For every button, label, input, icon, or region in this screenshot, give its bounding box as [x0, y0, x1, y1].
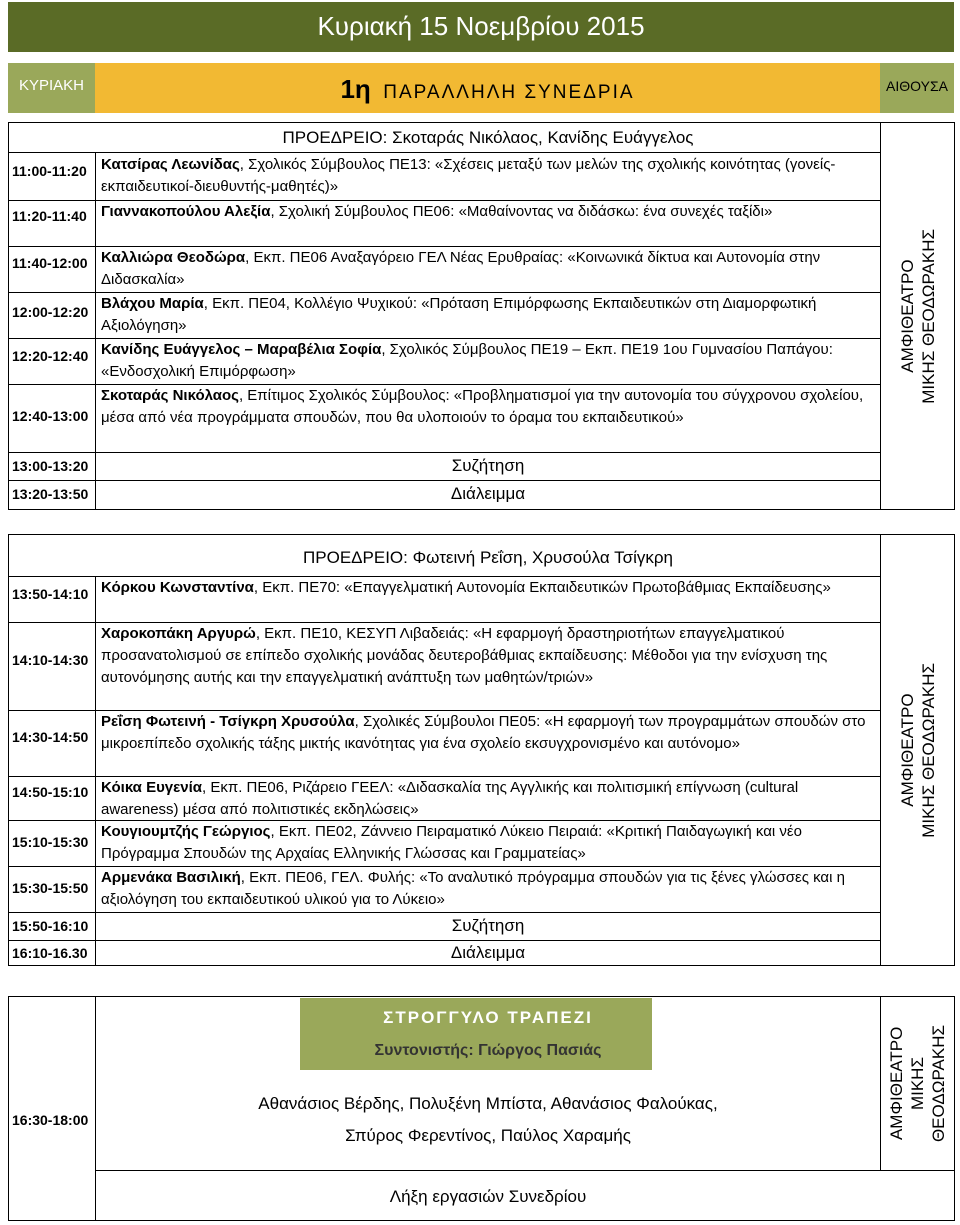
discussion-label: Συζήτηση	[451, 916, 525, 935]
break-label: Διάλειμμα	[450, 484, 526, 503]
speaker-name: Κόρκου Κωνσταντίνα	[101, 579, 254, 596]
time-slot: 13:00-13:20	[12, 458, 89, 474]
speaker-name: Κουγιουμτζής Γεώργιος	[101, 823, 271, 840]
closing-note: Λήξη εργασιών Συνεδρίου	[389, 1187, 587, 1206]
talk-details: , Εκπ. ΠΕ06 Αναξαγόρειο ΓΕΛ Νέας Ερυθραίας: «Κοινωνικά δίκτυα και Αυτονομία στην Διδασκαλία»	[101, 249, 821, 288]
talk-details: , Εκπ. ΠΕ10, ΚΕΣΥΠ Λιβαδειάς: «Η εφαρμογή δραστηριοτήτων επαγγελματικού προσανατολισμού σε επίπεδο σχολικής μονάδας δευτεροβάθμιας εκπαίδευσης: Μέθοδοι για την ενίσχυση της αυτονόμησης αυτής και την επαγγελματική ανάπτυξη των μαθητών/τριών»	[101, 625, 828, 686]
speaker-name: Αρμενάκα Βασιλική	[101, 869, 241, 886]
speaker-name: Γιαννακοπούλου Αλεξία	[101, 203, 271, 220]
talk-entry	[101, 247, 877, 291]
time-slot: 14:10-14:30	[12, 652, 89, 668]
page-title: Κυριακή 15 Νοεμβρίου 2015	[317, 11, 645, 41]
talk-entry	[101, 623, 877, 689]
talk-entry	[101, 293, 877, 337]
room-cell-2	[881, 535, 954, 965]
speaker-name: Βλάχου Μαρία	[101, 295, 204, 312]
speaker-name: Κανίδης Ευάγγελος – Μαραβέλια Σοφία	[101, 341, 382, 358]
room-cell-1	[881, 123, 954, 509]
time-slot: 12:00-12:20	[12, 304, 89, 320]
day-label: ΚΥΡΙΑΚΗ	[18, 77, 85, 94]
speaker-name: Χαροκοπάκη Αργυρώ	[101, 625, 256, 642]
talk-details: , Εκπ. ΠΕ06, Ριζάρειο ΓΕΕΛ: «Διδασκαλία της Αγγλικής και πολιτισμική επίγνωση (cultural awareness) μέσα από πολιτιστικές εκδηλώσεις»	[101, 779, 799, 818]
talk-details: , Εκπ. ΠΕ70: «Επαγγελματική Αυτονομία Εκπαιδευτικών Πρωτοβάθμιας Εκπαίδευσης»	[253, 579, 831, 596]
time-slot: 13:50-14:10	[12, 586, 89, 602]
talk-entry	[101, 777, 877, 821]
round-table-title: ΣΤΡΟΓΓΥΛΟ ΤΡΑΠΕΖΙ	[383, 1008, 593, 1027]
talk-entry	[101, 154, 877, 198]
coordinator: Συντονιστής: Γιώργος Πασιάς	[374, 1042, 602, 1059]
time-slot: 16:30-18:00	[12, 1112, 89, 1128]
time-slot: 12:40-13:00	[12, 408, 89, 424]
speaker-name: Καλλιώρα Θεοδώρα	[101, 249, 246, 266]
break-label: Διάλειμμα	[450, 943, 526, 962]
talk-details: , Σχολικός Σύμβουλος ΠΕ19 – Εκπ. ΠΕ19 1ου Γυμνασίου Παπάγου: «Ενδοσχολική Επιμόρφωση»	[101, 341, 833, 380]
speaker-name: Σκοταράς Νικόλαος	[101, 387, 239, 404]
participants-line-2: Σπύρος Φερεντίνος, Παύλος Χαραμής	[345, 1126, 631, 1145]
session-title-row	[95, 72, 880, 106]
room-name: ΑΜΦΙΘΕΑΤΡΟ ΜΙΚΗΣ ΘΕΟΔΩΡΑΚΗΣ	[897, 228, 938, 404]
talk-details: , Σχολική Σύμβουλος ΠΕ06: «Μαθαίνοντας να διδάσκω: ένα συνεχές ταξίδι»	[270, 203, 773, 220]
speaker-name: Ρεΐση Φωτεινή - Τσίγκρη Χρυσούλα	[101, 713, 355, 730]
speaker-name: Κατσίρας Λεωνίδας	[101, 156, 240, 173]
presidium-1: ΠΡΟΕΔΡΕΙΟ: Σκοταράς Νικόλαος, Κανίδης Ευάγγελος	[282, 128, 694, 147]
session-number: 1η	[340, 74, 371, 104]
time-slot: 11:00-11:20	[12, 163, 87, 179]
talk-entry	[101, 867, 877, 911]
talk-details: , Εκπ. ΠΕ02, Ζάννειο Πειραματικό Λύκειο Πειραιά: «Κριτική Παιδαγωγική και νέο Πρόγραμμα Σπουδών της Αρχαίας Ελληνικής Γλώσσας και Γραμματείας»	[101, 823, 802, 862]
time-slot: 14:30-14:50	[12, 729, 89, 745]
talk-details: , Εκπ. ΠΕ04, Κολλέγιο Ψυχικού: «Πρόταση Επιμόρφωσης Εκπαιδευτικών στη Διαμορφωτική Αξιολόγηση»	[101, 295, 817, 334]
participants-line-1: Αθανάσιος Βέρδης, Πολυξένη Μπίστα, Αθανάσιος Φαλούκας,	[258, 1094, 718, 1113]
talk-details: , Επίτιμος Σχολικός Σύμβουλος: «Προβληματισμοί για την αυτονομία του σύγχρονου σχολείου, μέσα από νέα προγράμματα σπουδών, που θα υλοποιούν το όραμα του εκπαιδευτικού»	[101, 387, 864, 426]
room-name: ΑΜΦΙΘΕΑΤΡΟ ΜΙΚΗΣ ΘΕΟΔΩΡΑΚΗΣ	[887, 1024, 948, 1143]
talk-entry	[101, 201, 877, 223]
time-slot: 15:10-15:30	[12, 834, 89, 850]
talk-entry	[101, 339, 877, 383]
talk-entry	[101, 577, 877, 599]
time-slot: 15:50-16:10	[12, 918, 89, 934]
time-slot: 16:10-16.30	[12, 945, 88, 961]
talk-details: , Σχολικός Σύμβουλος ΠΕ13: «Σχέσεις μεταξύ των μελών της σχολικής κοινότητας (γονείς-εκπαιδευτικοί-διευθυντής-μαθητές)»	[101, 156, 836, 195]
talk-details: , Σχολικές Σύμβουλοι ΠΕ05: «Η εφαρμογή των προγραμμάτων σπουδών στο μικροεπίπεδο σχολικής τάξης μικτής ικανότητας για ένα σχολείο εκσυγχρονισμένο και αυτόνομο»	[101, 713, 866, 752]
room-label: ΑΙΘΟΥΣΑ	[886, 78, 948, 94]
talk-entry	[101, 385, 877, 429]
speaker-name: Κόικα Ευγενία	[101, 779, 203, 796]
talk-entry	[101, 711, 877, 755]
talk-entry	[101, 821, 877, 865]
discussion-label: Συζήτηση	[451, 456, 525, 475]
time-slot: 13:20-13:50	[12, 486, 89, 502]
time-slot: 11:20-11:40	[12, 208, 87, 224]
room-name: ΑΜΦΙΘΕΑΤΡΟ ΜΙΚΗΣ ΘΕΟΔΩΡΑΚΗΣ	[897, 662, 938, 838]
time-slot: 14:50-15:10	[12, 784, 89, 800]
time-slot: 11:40-12:00	[12, 255, 88, 271]
time-slot: 12:20-12:40	[12, 348, 89, 364]
session-title: ΠΑΡΑΛΛΗΛΗ ΣΥΝΕΔΡΙΑ	[383, 82, 635, 103]
room-cell-3	[881, 997, 954, 1170]
talk-details: , Εκπ. ΠΕ06, ΓΕΛ. Φυλής: «Το αναλυτικό πρόγραμμα σπουδών για τις ξένες γλώσσες και η αξιολόγηση του εκπαιδευτικού υλικού για το Λύκειο»	[101, 869, 845, 908]
time-slot: 15:30-15:50	[12, 880, 89, 896]
presidium-2: ΠΡΟΕΔΡΕΙΟ: Φωτεινή Ρεΐση, Χρυσούλα Τσίγκρη	[303, 548, 673, 567]
